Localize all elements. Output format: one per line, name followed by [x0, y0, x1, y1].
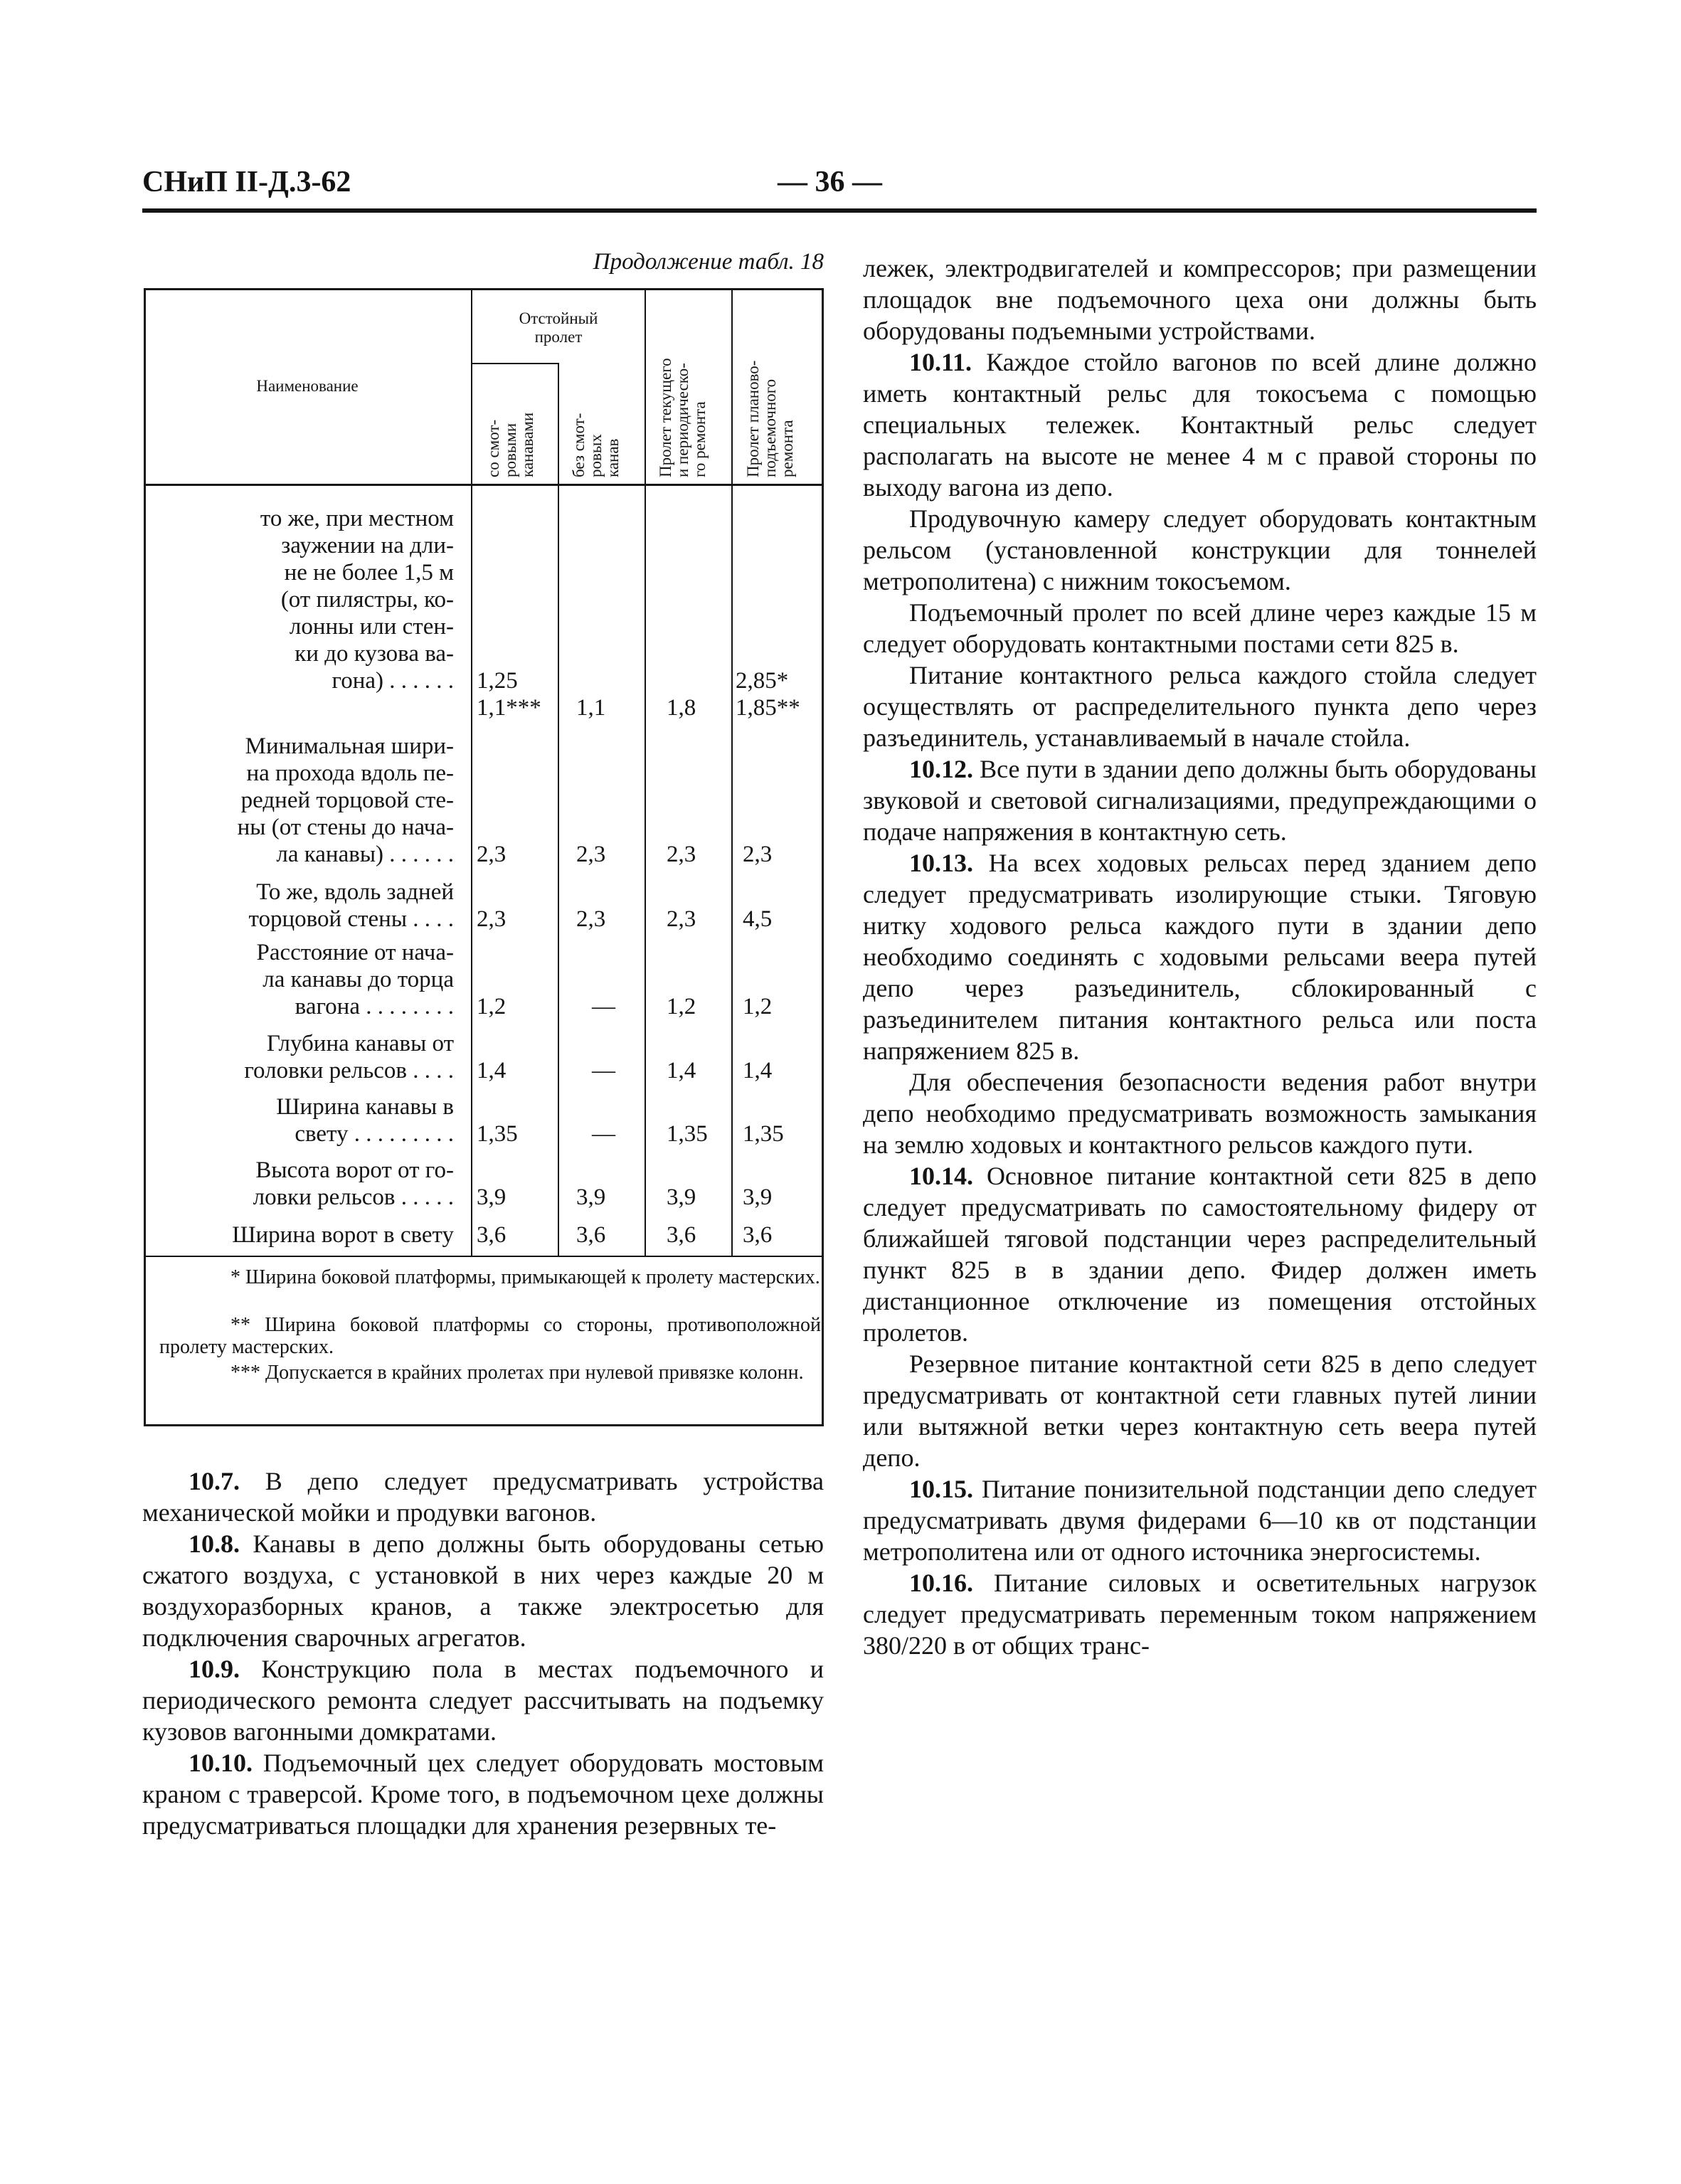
- table-cell: 3,9: [667, 1184, 696, 1210]
- header-rule: [142, 208, 1537, 213]
- table-left-rule: [144, 288, 146, 1426]
- paragraph: 10.10. Подъемочный цех следует оборудовать мостовым краном с траверсой. Кроме того, в подъемочном цехе должны предусматриваться площадки для хранения резервных те-: [142, 1749, 824, 1840]
- table-group-rule: [471, 363, 558, 364]
- table-footnote: * Ширина боковой платформы, примыкающей к пролету мастерских.: [230, 1266, 820, 1288]
- paragraph: 10.15. Питание понизительной подстанции депо следует предусматривать двумя фидерами 6—10 кв от подстанции метрополитена или от одного источника энергосистемы.: [863, 1475, 1537, 1566]
- page-number: — 36 —: [778, 166, 882, 198]
- table-col-divider-1: [471, 288, 472, 1256]
- table-bottom-rule: [144, 1424, 824, 1426]
- table-cell: 1,2: [667, 994, 696, 1019]
- table-cell: 1,35: [743, 1121, 784, 1147]
- header-col2: без смот- ровых канав: [570, 413, 622, 477]
- paragraph: 10.12. Все пути в здании депо должны быть оборудованы звуковой и световой сигнализациями, предупреждающими о подаче напряжения в контактную сеть.: [863, 755, 1537, 846]
- table-row-name: Минимальная шири- на прохода вдоль пе- редней торцовой сте- ны (от стены до нача- ла канавы) . . . . . .: [237, 733, 454, 867]
- table-cell: 3,9: [576, 1184, 606, 1210]
- table-footnote: ** Ширина боковой платформы со стороны, противоположной пролету мастерских.: [159, 1314, 821, 1358]
- table-cell: 2,3: [667, 842, 696, 867]
- paragraph: 10.7. В депо следует предусматривать устройства механической мойки и продувки вагонов.: [142, 1467, 824, 1527]
- table-col-divider-4: [731, 288, 733, 1256]
- table-cell: 2,3: [576, 906, 606, 932]
- table-cell: 2,3: [743, 842, 773, 867]
- paragraph: Питание контактного рельса каждого стойла следует осуществлять от распределительного пункта депо через разъединитель, устанавливаемый в начале стойла.: [863, 661, 1537, 752]
- paragraph: 10.16. Питание силовых и осветительных нагрузок следует предусматривать переменным током напряжением 380/220 в от общих транс-: [863, 1569, 1537, 1660]
- table-header-rule: [144, 484, 824, 486]
- table-cell: —: [592, 994, 615, 1019]
- table-cell: 2,3: [477, 842, 507, 867]
- table-row-name: Глубина канавы от головки рельсов . . . .: [244, 1031, 454, 1083]
- table-cell: 1,8: [667, 695, 696, 721]
- paragraph: 10.11. Каждое стойло вагонов по всей длине должно иметь контактный рельс для токосъема с помощью специальных тележек. Контактный рельс следует располагать на высоте не менее 4 м с правой стороны по выходу вагона из депо.: [863, 348, 1537, 502]
- paragraph: Продувочную камеру следует оборудовать контактным рельсом (установленной конструкции для тоннелей метрополитена) с нижним токосъемом.: [863, 504, 1537, 595]
- table-cell: 2,3: [477, 906, 507, 932]
- table-cell: 1,4: [477, 1058, 507, 1083]
- table-row-name: то же, при местном заужении на дли- не не более 1,5 м (от пилястры, ко- лонны или стен- ки до кузова ва- гона) . . . . . .: [260, 506, 454, 694]
- table-cell: 3,6: [743, 1222, 773, 1248]
- table-cell: 3,9: [477, 1184, 507, 1210]
- document-code: СНиП II-Д.3-62: [142, 166, 351, 198]
- table-cell: 4,5: [743, 906, 773, 932]
- header-col4: Пролет планово- подъемочного ремонта: [744, 360, 796, 477]
- table-cell: —: [592, 1058, 615, 1083]
- paragraph: 10.14. Основное питание контактной сети 825 в депо следует предусматривать по самостоятельному фидеру от ближайшей тяговой подстанции через распределительный пункт 825 в в здании депо. Фидер должен иметь дистанционное отключение из помещения отстойных пролетов.: [863, 1162, 1537, 1347]
- paragraph: Для обеспечения безопасности ведения работ внутри депо необходимо предусматривать возможность замыкания на землю ходовых и контактного рельсов каждого пути.: [863, 1068, 1537, 1159]
- table-footnote: *** Допускается в крайних пролетах при нулевой привязке колонн.: [230, 1362, 804, 1384]
- table-cell: 1,4: [743, 1058, 773, 1083]
- table-cell: 3,6: [667, 1222, 696, 1248]
- paragraph: 10.13. На всех ходовых рельсах перед зданием депо следует предусматривать изолирующие стыки. Тяговую нитку ходового рельса каждого пути в здании депо необходимо соединять с ходовыми рельсами веера путей депо через разъединитель, сблокированный с разъединителем питания контактного рельса или поста напряжением 825 в.: [863, 849, 1537, 1065]
- table-cell: 2,3: [667, 906, 696, 932]
- header-group: Отстойный пролет: [519, 309, 598, 346]
- header-col3: Пролет текущего и периодическо- го ремонта: [657, 358, 709, 477]
- table-cell: 2,3: [576, 842, 606, 867]
- table-cell: 3,6: [477, 1222, 507, 1248]
- right-text-column: [863, 253, 1537, 1661]
- paragraph: 10.8. Канавы в депо должны быть оборудованы сетью сжатого воздуха, с установкой в них через каждые 20 м воздухоразборных кранов, а также электросетью для подключения сварочных агрегатов.: [142, 1530, 824, 1652]
- table-cell: 1,35: [667, 1121, 708, 1147]
- table-col-divider-3: [645, 288, 646, 1256]
- table-caption: Продолжение табл. 18: [593, 249, 824, 275]
- header-name: Наименование: [256, 377, 359, 395]
- table-cell: 2,85* 1,85**: [736, 668, 800, 721]
- table-row-name: Ширина канавы в свету . . . . . . . . .: [276, 1094, 454, 1147]
- table-row-name: Высота ворот от го- ловки рельсов . . . . .: [253, 1157, 454, 1210]
- paragraph: Резервное питание контактной сети 825 в депо следует предусматривать от контактной сети главных путей линии или вытяжной ветки через контактную сеть веера путей депо.: [863, 1350, 1537, 1472]
- table-cell: 1,2: [477, 994, 507, 1019]
- table-cell: 3,9: [743, 1184, 773, 1210]
- table-18: [144, 288, 824, 1426]
- left-text-column: [142, 1465, 824, 1841]
- table-row-name: Расстояние от нача- ла канавы до торца вагона . . . . . . . .: [256, 940, 454, 1019]
- table-cell: 1,35: [477, 1121, 518, 1147]
- paragraph: 10.9. Конструкцию пола в местах подъемочного и периодического ремонта следует рассчитывать на подъемку кузовов вагонными домкратами.: [142, 1655, 824, 1746]
- table-row-name: То же, вдоль задней торцовой стены . . . .: [248, 879, 454, 932]
- table-footnote-rule: [144, 1256, 824, 1257]
- paragraph: Подъемочный пролет по всей длине через каждые 15 м следует оборудовать контактными постами сети 825 в.: [863, 598, 1537, 658]
- paragraph: лежек, электродвигателей и компрессоров; при размещении площадок вне подъемочного цеха они должны быть оборудованы подъемными устройствами.: [863, 254, 1537, 345]
- table-top-rule: [144, 288, 824, 290]
- table-row-name: Ширина ворот в свету: [232, 1222, 454, 1248]
- table-cell: 3,6: [576, 1222, 606, 1248]
- header-col1: со смот- ровыми канавами: [484, 412, 536, 477]
- table-cell: 1,4: [667, 1058, 696, 1083]
- table-col-divider-2: [558, 363, 559, 1256]
- table-cell: —: [592, 1121, 615, 1147]
- table-cell: 1,1: [576, 695, 606, 721]
- table-cell: 1,2: [743, 994, 773, 1019]
- table-right-rule: [822, 288, 824, 1426]
- table-cell: 1,25 1,1***: [477, 668, 541, 721]
